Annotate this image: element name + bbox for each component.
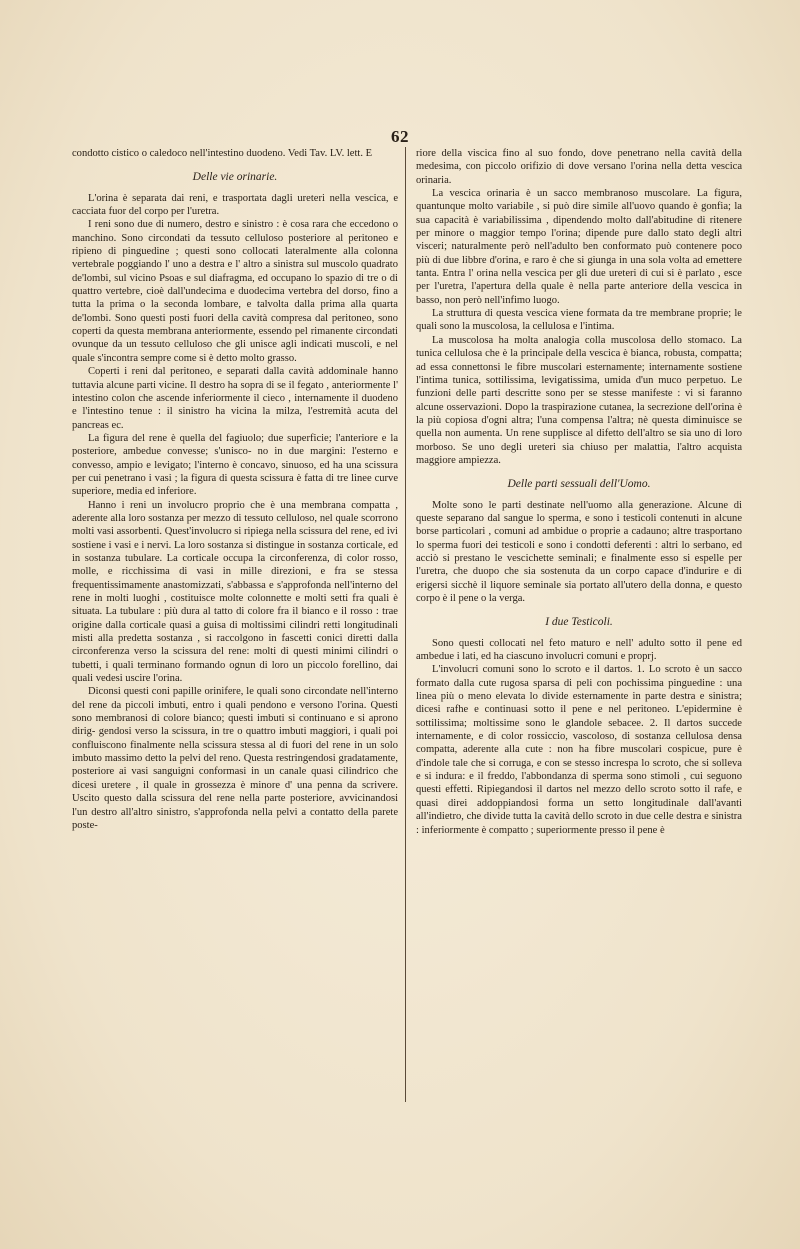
paragraph: L'orina è separata dai reni, e trasportata dagli ureteri nella vescica, e cacciata fuor del corpo per l'uretra. (72, 192, 398, 218)
paragraph: L'involucri comuni sono lo scroto e il dartos. 1. Lo scroto è un sacco formato dalla cute rugosa sparsa di peli con pochissima pinguedine : una linea più o meno elevata lo divide esternamente in parte destra e sinistra; dicesi rafhe e continuasi sotto il pene e nel peritoneo. L'epidermine è sottilissima; moltissime sono le glandole sebacee. 2. Il dartos succede internamente, e di color rossiccio, vascoloso, di sostanza cellulosa densa compatta, aderente alla cute : non ha fibre muscolari cospicue, pure è d'indole tale che si corruga, e con se stesso increspa lo scroto, che si solleva e si indura: e il freddo, l'abbondanza di sperma sono stimoli , cui seguono questi effetti. Ripiegandosi il dartos nel mezzo dello scroto sotto il rafe, e quasi direi addoppiandosi forma un setto longitudinale dall'avanti all'indietro, che divide tutta la cavità dello scroto in due celle destra e sinistra : inferiormente è compatto ; superiormente presso il pene è (416, 664, 742, 836)
section-heading: Delle vie orinarie. (192, 171, 278, 184)
page-number: 62 (391, 127, 409, 146)
paragraph: I reni sono due di numero, destro e sinistro : è cosa rara che eccedono o manchino. Sono circondati da tessuto celluloso posteriore al peritoneo e ripieno di pinguedine ; questi sono collocati lateralmente alla colonna vertebrale poggiando l' uno a destra e l' altro a sinistra sul muscolo quadrato de'lombi, sul vicino Psoas e sul diafragma, ed occupano lo spazio di tre o di quattro vertebre, cioè dall'undecima e duodecima vertebra del dorso, fino a tutta la prima o la seconda lombare, e talvolta dalla prima alla quarta de'lombi. Sono questi posti fuori della cavità compresa dal peritoneo, sono coperti da questa membrana anteriormente, essendo pel rimanente circondati ovunque da un tessuto celluloso che gli unisce agli indicati muscoli, e nel quale s'incontra sempre come si è detto molto grasso. (72, 219, 398, 364)
paragraph: Diconsi questi coni papille orinifere, le quali sono circondate nell'interno del rene da piccoli imbuti, entro i quali pendono e versono l'orina. Questi sono membranosi di colore bianco; questi imbuti si continuano e si aprono dirig- gendosi verso la scissura, in tre o quattro imbuti maggiori, i quali poi confluiscono finalmente nella scissura stessa al di fuori del rene in un solo imbuto massimo detto la pelvi del reno. Questa restringendosi gradatamente, posteriore ai vasi sanguigni conformasi in un canale quasi cilindrico che dicesi uretere , il quale in grossezza è minore d' una penna da scrivere. Uscito questo dalla scissura del rene nella parte posteriore, avvicinandosi l'un destro all'altro sinistro, s'approfonda nella pelvi a contatto della parete poste- (72, 686, 398, 831)
left-column (72, 147, 398, 832)
right-column (416, 147, 742, 837)
paragraph: La struttura di questa vescica viene formata da tre membrane proprie; le quali sono la muscolosa, la cellulosa e l'intima. (416, 308, 742, 333)
paragraph: Coperti i reni dal peritoneo, e separati dalla cavità addominale hanno tuttavia alcune parti vicine. Il destro ha sopra di se il fegato , anteriormente l' intestino colon che ascende inferiormente il cieco , internamente il duodeno e l'intestino tenue : il sinistro ha vicina la milza, l'estremità acuta del pancreas ec. (72, 366, 398, 431)
paragraph: La vescica orinaria è un sacco membranoso muscolare. La figura, quantunque molto variabile , si può dire simile all'uovo quando è gonfia; la sua capacità è variabilissima , dipendendo molto dall'abitudine di ritenere per minore o maggior tempo l'orina; dipende pure dallo stato degli altri visceri; naturalmente però nell'adulto ben conformato può contenere poco più di due libbre d'orina, e raro è che si giunga in una sola volta ad emettere tanta. Entra l' orina nella vescica per gli due ureteri di cui si è parlato , esce per l'uretra, l'apertura della quale è nella parte anteriore della vescica in basso, non però nell'infimo luogo. (416, 188, 742, 306)
column-divider (405, 147, 406, 1102)
section-heading: Delle parti sessuali dell'Uomo. (507, 478, 651, 491)
paragraph: riore della viscica fino al suo fondo, dove penetrano nella cavità della medesima, con piccolo orifizio di dove versano l'orina nella detta vescica orinaria. (416, 148, 742, 186)
section-heading: I due Testicoli. (545, 616, 613, 629)
paragraph: Sono questi collocati nel feto maturo e nell' adulto sotto il pene ed ambedue i lati, ed ha ciascuno involucri comuni e proprj. (416, 637, 742, 663)
paragraph: La figura del rene è quella del fagiuolo; due superficie; l'anteriore e la posteriore, ambedue convesse; s'unisco- no in due margini: l'esterno e convesso, ampio e levigato; l'interno è concavo, sinuoso, ed ha una scissura per cui penetrano i vasi ; la figura di questa scissura è fatta di tre linee curve superiore, media ed inferiore. (72, 432, 398, 498)
paragraph: Hanno i reni un involucro proprio che è una membrana compatta , aderente alla loro sostanza per mezzo di tessuto celluloso, nel quale scorrono molti vasi assorbenti. Quest'involucro si ripiega nella scissura del rene, ed ivi sostiene i vasi e i nervi. La loro sostanza si distingue in sostanza corticale, ed in sostanza tubulare. La corticale occupa la circonferenza, di color rosso, molle, e ricchissima di vasi in mille direzioni, e fra se stessa frequentissimamente anastomizzati, s'abbassa e s'approfonda nell'interno del rene in molti luoghi , costituisce molte colonnette e molti setti fra quali è situata. La tubulare : più dura al tatto di colore fra il bianco e il rosso : trae origine dalla corticale quasi a guisa di moltissimi cilindri retti longitudinali misti alla predetta sostanza , si raccolgono in fascetti conici diretti dalla circonferenza verso la scissura del rene: molti di questi minimi cilindri o tubetti, i quali terminano formando ognun di loro un piccolo forellino, dai quali vedesi uscire l'orina. (72, 499, 398, 685)
paragraph: condotto cistico o caledoco nell'intestino duodeno. Vedi Tav. LV. lett. E (72, 148, 373, 159)
paragraph: Molte sono le parti destinate nell'uomo alla generazione. Alcune di queste separano dal sangue lo sperma, e sono i testicoli contenuti in alcune borse particolari , comuni ad ambidue o proprie a cadauno; altre trasportano lo sperma fuori dei testicoli e sono i condotti deferenti : altri lo serbano, ed acciò si prestano le vescichette seminali; e finalmente esso si espelle per l'uretra, che duopo che sia sostenuta da un corpo capace d'indurire e di erigersi sicchè il liquore seminale sia portato all'utero della donna, e questo corpo è il pene o la verga. (416, 499, 742, 604)
paragraph: La muscolosa ha molta analogia colla muscolosa dello stomaco. La tunica cellulosa che è la principale della vescica è bianca, robusta, compatta; ad essa connettonsi le fibre muscolari esternamente; internamente sostiene l'intima tunica, sottilissima, levigatissima, umida d'un muco perpetuo. Le funzioni delle parti descritte sono per se stesse manifeste : vi si faranno alcune osservazioni. Dopo la traspirazione cutanea, la secrezione dell'orina è la più copiosa d'ogni altra; l'una compensa l'altra; nè questa diminuisce se quella non aumenta. Un rene supplisce al difetto dell'altro se sia uno di loro morboso. Se uno degli ureteri sia chiuso per malattia, l'altro acquista maggiore ampiezza. (416, 334, 742, 466)
